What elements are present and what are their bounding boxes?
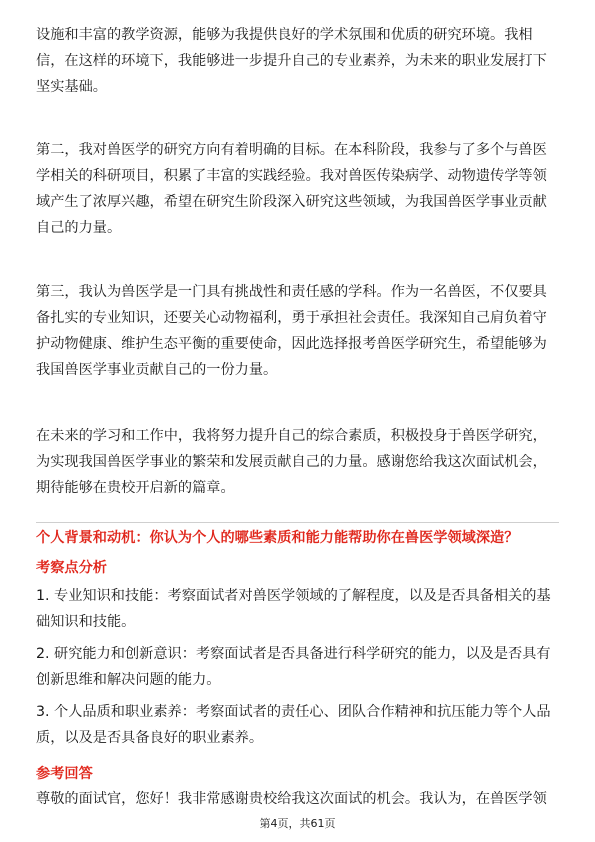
paragraph-line: 学相关的科研项目，积累了丰富的实践经验。我对兽医传染病学、动物遗传学等领 <box>36 168 547 184</box>
analysis-heading: 考察点分析 <box>36 560 107 576</box>
paragraph-line: 备扎实的专业知识，还要关心动物福利，勇于承担社会责任。我深知自己肩负着守 <box>36 310 547 326</box>
item-line: 1. 专业知识和技能：考察面试者对兽医学领域的了解程度，以及是否具备相关的基 <box>36 588 551 604</box>
paragraph-line: 设施和丰富的教学资源，能够为我提供良好的学术氛围和优质的研究环境。我相 <box>36 27 533 43</box>
section-divider <box>36 522 559 523</box>
paragraph-conclusion <box>36 423 559 501</box>
paragraph-line: 我国兽医学事业贡献自己的一份力量。 <box>36 362 278 378</box>
analysis-item-2 <box>36 641 559 693</box>
paragraph-line: 护动物健康、维护生态平衡的重要使命，因此选择报考兽医学研究生，希望能够为 <box>36 336 547 352</box>
paragraph-line: 信，在这样的环境下，我能够进一步提升自己的专业素养，为未来的职业发展打下 <box>36 53 547 69</box>
interview-question: 个人背景和动机：你认为个人的哪些素质和能力能帮助你在兽医学领域深造？ <box>36 530 519 546</box>
paragraph-second <box>36 137 559 241</box>
item-line: 3. 个人品质和职业素养：考察面试者的责任心、团队合作精神和抗压能力等个人品 <box>36 704 551 720</box>
item-line: 础知识和技能。 <box>36 614 136 630</box>
paragraph-line: 域产生了浓厚兴趣，希望在研究生阶段深入研究这些领域，为我国兽医学事业贡献 <box>36 194 547 210</box>
paragraph-line: 第二，我对兽医学的研究方向有着明确的目标。在本科阶段，我参与了多个与兽医 <box>36 142 547 158</box>
paragraph-line: 第三，我认为兽医学是一门具有挑战性和责任感的学科。作为一名兽医，不仅要具 <box>36 284 547 300</box>
paragraph-line: 坚实基础。 <box>36 79 107 95</box>
paragraph-line: 期待能够在贵校开启新的篇章。 <box>36 480 235 496</box>
paragraph-line: 在未来的学习和工作中，我将努力提升自己的综合素质，积极投身于兽医学研究， <box>36 428 547 444</box>
analysis-item-3 <box>36 699 559 751</box>
paragraph-line: 为实现我国兽医学事业的繁荣和发展贡献自己的力量。感谢您给我这次面试机会， <box>36 454 547 470</box>
answer-text <box>36 786 559 812</box>
paragraph-line: 自己的力量。 <box>36 220 122 236</box>
item-line: 质，以及是否具备良好的职业素养。 <box>36 730 264 746</box>
analysis-item-1 <box>36 583 559 635</box>
item-line: 2. 研究能力和创新意识：考察面试者是否具备进行科学研究的能力，以及是否具有 <box>36 646 551 662</box>
paragraph-third <box>36 279 559 383</box>
answer-line: 尊敬的面试官，您好！我非常感谢贵校给我这次面试的机会。我认为，在兽医学领 <box>36 791 547 807</box>
item-line: 创新思维和解决问题的能力。 <box>36 672 221 688</box>
answer-heading: 参考回答 <box>36 766 93 782</box>
page-footer: 第4页，共61页 <box>259 817 336 830</box>
paragraph-campus <box>36 22 559 100</box>
